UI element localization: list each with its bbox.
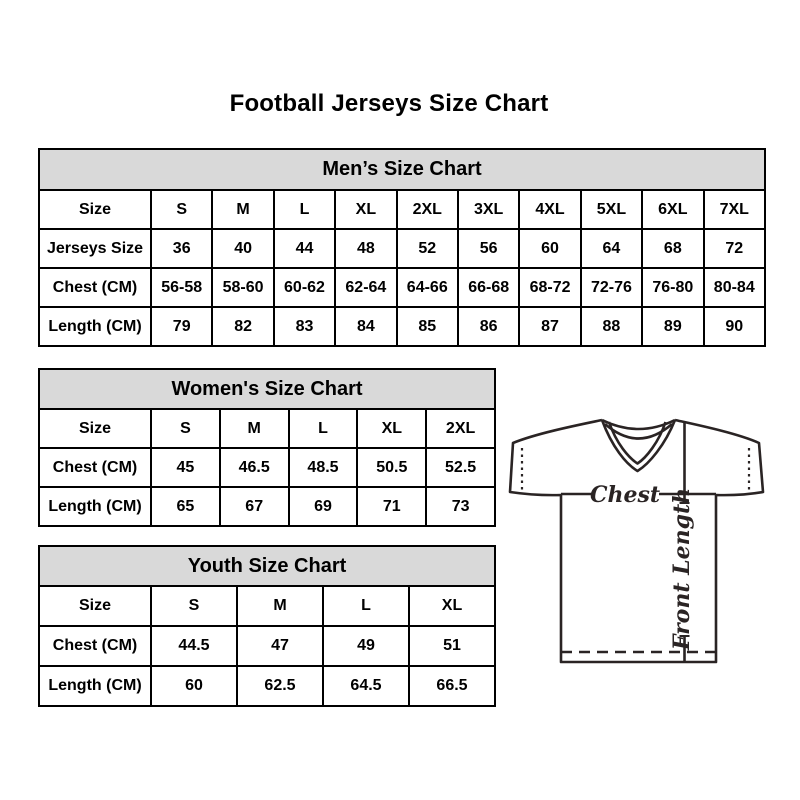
value-cell: XL (335, 190, 396, 229)
value-cell: 45 (151, 448, 220, 487)
value-cell: 60-62 (274, 268, 335, 307)
value-cell: 4XL (519, 190, 580, 229)
table-row (39, 586, 495, 626)
value-cell: 64.5 (323, 666, 409, 706)
value-cell: 84 (335, 307, 396, 346)
value-cell: 85 (397, 307, 458, 346)
youth-size-table (38, 545, 496, 707)
value-cell: 90 (704, 307, 765, 346)
row-label-cell: Chest (CM) (39, 626, 151, 666)
value-cell: 89 (642, 307, 703, 346)
value-cell: 82 (212, 307, 273, 346)
row-label-cell: Size (39, 409, 151, 448)
value-cell: 47 (237, 626, 323, 666)
table-row (39, 666, 495, 706)
table-row (39, 487, 495, 526)
value-cell: 65 (151, 487, 220, 526)
value-cell: 48 (335, 229, 396, 268)
value-cell: 60 (151, 666, 237, 706)
jersey-outline (510, 420, 763, 662)
value-cell: 44.5 (151, 626, 237, 666)
table-row (39, 268, 765, 307)
value-cell: 66.5 (409, 666, 495, 706)
table-row (39, 448, 495, 487)
value-cell: L (323, 586, 409, 626)
value-cell: M (220, 409, 289, 448)
value-cell: XL (357, 409, 426, 448)
row-label-cell: Chest (CM) (39, 448, 151, 487)
value-cell: L (274, 190, 335, 229)
value-cell: 2XL (426, 409, 495, 448)
chest-label: Chest (589, 482, 661, 508)
value-cell: 68 (642, 229, 703, 268)
table-section-header-row (39, 149, 765, 190)
row-label-cell: Length (CM) (39, 666, 151, 706)
value-cell: 66-68 (458, 268, 519, 307)
value-cell: S (151, 190, 212, 229)
value-cell: 88 (581, 307, 642, 346)
mens-size-table (38, 148, 766, 347)
value-cell: 87 (519, 307, 580, 346)
value-cell: 50.5 (357, 448, 426, 487)
value-cell: 56-58 (151, 268, 212, 307)
value-cell: XL (409, 586, 495, 626)
value-cell: 79 (151, 307, 212, 346)
value-cell: 52 (397, 229, 458, 268)
value-cell: 64-66 (397, 268, 458, 307)
value-cell: S (151, 586, 237, 626)
table-row (39, 626, 495, 666)
table-section-header: Men’s Size Chart (39, 149, 765, 190)
value-cell: 69 (289, 487, 358, 526)
value-cell: 48.5 (289, 448, 358, 487)
womens-size-table (38, 368, 496, 527)
value-cell: 67 (220, 487, 289, 526)
table-row (39, 190, 765, 229)
row-label-cell: Length (CM) (39, 487, 151, 526)
row-label-cell: Jerseys Size (39, 229, 151, 268)
jersey-measurement-diagram (495, 403, 780, 688)
value-cell: 60 (519, 229, 580, 268)
value-cell: 6XL (642, 190, 703, 229)
table-section-header: Youth Size Chart (39, 546, 495, 586)
value-cell: 49 (323, 626, 409, 666)
front-length-label: Front Length (669, 487, 695, 651)
value-cell: 56 (458, 229, 519, 268)
value-cell: M (237, 586, 323, 626)
value-cell: 7XL (704, 190, 765, 229)
table-row (39, 229, 765, 268)
value-cell: 58-60 (212, 268, 273, 307)
value-cell: 71 (357, 487, 426, 526)
table-row (39, 307, 765, 346)
value-cell: 51 (409, 626, 495, 666)
table-section-header: Women's Size Chart (39, 369, 495, 409)
value-cell: M (212, 190, 273, 229)
table-section-header-row (39, 546, 495, 586)
value-cell: 72 (704, 229, 765, 268)
value-cell: 62-64 (335, 268, 396, 307)
value-cell: 2XL (397, 190, 458, 229)
table-row (39, 409, 495, 448)
value-cell: 68-72 (519, 268, 580, 307)
row-label-cell: Size (39, 190, 151, 229)
value-cell: 80-84 (704, 268, 765, 307)
value-cell: 40 (212, 229, 273, 268)
value-cell: 3XL (458, 190, 519, 229)
value-cell: 86 (458, 307, 519, 346)
value-cell: S (151, 409, 220, 448)
value-cell: 36 (151, 229, 212, 268)
table-section-header-row (39, 369, 495, 409)
value-cell: 76-80 (642, 268, 703, 307)
value-cell: 72-76 (581, 268, 642, 307)
value-cell: L (289, 409, 358, 448)
value-cell: 46.5 (220, 448, 289, 487)
row-label-cell: Chest (CM) (39, 268, 151, 307)
page-title: Football Jerseys Size Chart (229, 90, 549, 117)
value-cell: 5XL (581, 190, 642, 229)
value-cell: 83 (274, 307, 335, 346)
value-cell: 64 (581, 229, 642, 268)
value-cell: 52.5 (426, 448, 495, 487)
value-cell: 44 (274, 229, 335, 268)
row-label-cell: Size (39, 586, 151, 626)
row-label-cell: Length (CM) (39, 307, 151, 346)
value-cell: 62.5 (237, 666, 323, 706)
value-cell: 73 (426, 487, 495, 526)
